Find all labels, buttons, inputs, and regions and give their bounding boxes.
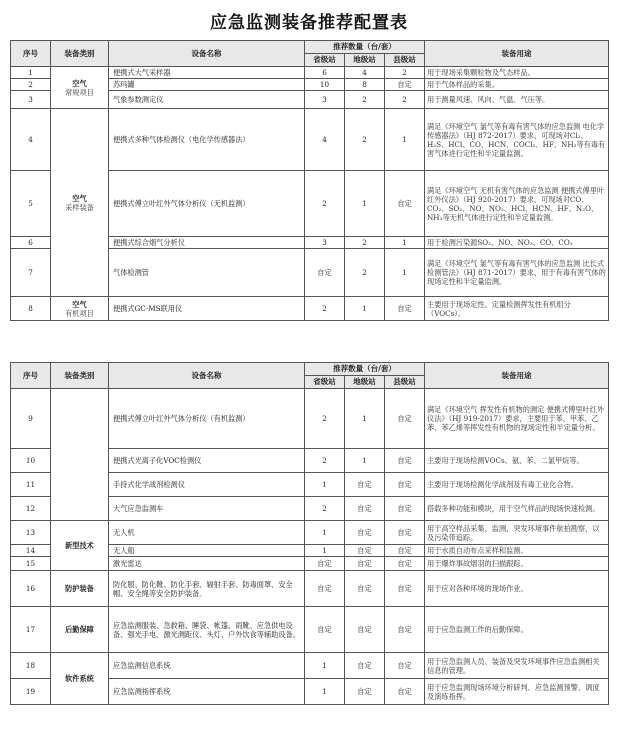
category-sub: 有机项目	[65, 308, 94, 318]
device-use: 满足《环境空气 无机有害气体的应急监测 便携式傅里叶红外仪法》（HJ 920-2017）要求，可现场对CO、CO₂、SO₂、NO、NO₂、HCl、HCN、HF、N₂O、NH₃等无机气体进行定性和半定量监测。	[425, 171, 609, 237]
qty-city: 2	[345, 237, 385, 249]
qty-county: 自定	[385, 571, 425, 607]
category-sub: 采样装备	[65, 202, 94, 212]
category-cell	[51, 109, 109, 297]
device-use: 用于检测污染源SO₂、NO、NO₂、CO、CO₂	[425, 237, 609, 249]
device-use: 用于水质自动布点采样和监测。	[425, 545, 609, 557]
table-row	[11, 571, 609, 607]
qty-prov: 2	[305, 389, 345, 449]
device-use: 用于应对各种环境的现场作业。	[425, 571, 609, 607]
row-no: 10	[11, 449, 51, 473]
qty-county: 自定	[385, 171, 425, 237]
qty-prov: 10	[305, 79, 345, 91]
row-no: 16	[11, 571, 51, 607]
category-sub: 常规项目	[65, 87, 94, 97]
table-row	[11, 67, 609, 79]
qty-prov: 1	[305, 679, 345, 705]
qty-prov: 1	[305, 545, 345, 557]
row-no: 15	[11, 557, 51, 571]
row-no: 3	[11, 91, 51, 109]
qty-prov: 2	[305, 171, 345, 237]
header-qty: 推荐数量（台/套）	[305, 41, 425, 54]
category-cell	[51, 297, 109, 321]
qty-city: 2	[345, 91, 385, 109]
category-cell	[51, 389, 109, 521]
category-main: 防护装备	[65, 584, 94, 593]
header-prov: 省级站	[305, 376, 345, 389]
qty-prov: 自定	[305, 607, 345, 653]
row-no: 8	[11, 297, 51, 321]
category-main: 空气	[72, 193, 87, 203]
qty-city: 2	[345, 249, 385, 297]
device-name: 便携式傅立叶红外气体分析仪（有机监测）	[109, 389, 305, 449]
device-name: 便携式傅立叶红外气体分析仪（无机监测）	[109, 171, 305, 237]
device-name: 手持式化学战剂检测仪	[109, 473, 305, 497]
header-use: 装备用途	[425, 363, 609, 389]
qty-prov: 4	[305, 109, 345, 171]
row-no: 5	[11, 171, 51, 237]
qty-county: 自定	[385, 297, 425, 321]
table-row	[11, 109, 609, 171]
qty-county: 自定	[385, 521, 425, 545]
device-use: 搭载多种功能和模块，用于空气样品的现场快速检测。	[425, 497, 609, 521]
qty-county: 1	[385, 237, 425, 249]
qty-city: 2	[345, 109, 385, 171]
qty-county: 自定	[385, 497, 425, 521]
qty-city: 自定	[345, 557, 385, 571]
device-name: 便携式大气采样器	[109, 67, 305, 79]
header-qty: 推荐数量（台/套）	[305, 363, 425, 376]
qty-city: 8	[345, 79, 385, 91]
qty-prov: 自定	[305, 557, 345, 571]
header-city: 地级站	[345, 54, 385, 67]
header-no: 序号	[11, 363, 51, 389]
category-main: 软件系统	[65, 674, 94, 683]
header-category: 装备类别	[51, 41, 109, 67]
qty-city: 1	[345, 297, 385, 321]
header-city: 地级站	[345, 376, 385, 389]
table-row	[11, 653, 609, 679]
row-no: 11	[11, 473, 51, 497]
qty-prov: 1	[305, 473, 345, 497]
device-name: 苏玛罐	[109, 79, 305, 91]
device-name: 激光雷达	[109, 557, 305, 571]
qty-city: 自定	[345, 653, 385, 679]
row-no: 14	[11, 545, 51, 557]
header-category: 装备类别	[51, 363, 109, 389]
device-name: 便携式光离子化VOC检测仪	[109, 449, 305, 473]
device-use: 用于应急监测人员、装备及突发环境事件应急监测相关信息的管理。	[425, 653, 609, 679]
row-no: 4	[11, 109, 51, 171]
qty-county: 1	[385, 109, 425, 171]
table-row	[11, 607, 609, 653]
qty-prov: 3	[305, 91, 345, 109]
qty-prov: 自定	[305, 571, 345, 607]
device-use: 用于爆炸事故烟羽的扫描跟踪。	[425, 557, 609, 571]
category-main: 空气	[72, 78, 87, 88]
qty-prov: 3	[305, 237, 345, 249]
qty-county: 2	[385, 67, 425, 79]
row-no: 12	[11, 497, 51, 521]
device-name: 防化服、防化靴、防化手套、辐射手套、防毒面罩、安全帽、安全绳等安全防护装备。	[109, 571, 305, 607]
qty-county: 2	[385, 91, 425, 109]
device-name: 便携式多种气体检测仪（电化学传感器法）	[109, 109, 305, 171]
qty-city: 自定	[345, 545, 385, 557]
qty-county: 自定	[385, 653, 425, 679]
row-no: 1	[11, 67, 51, 79]
device-use: 用于应急监测现场环境分析研判、应急监测预警、调度及演练指挥。	[425, 679, 609, 705]
header-no: 序号	[11, 41, 51, 67]
qty-county: 1	[385, 249, 425, 297]
device-name: 应急监测信息系统	[109, 653, 305, 679]
device-use: 用于现场采集颗粒物及气态样品。	[425, 67, 609, 79]
row-no: 18	[11, 653, 51, 679]
device-use: 满足《环境空气 氯气等有毒有害气体的应急监测 电化学传感器法》（HJ 872-2017）要求，可现场对Cl₂、H₂S、HCl、CO、HCN、COCl₂、HF、NH₃等有毒有害气体进行定性和半定量监测。	[425, 109, 609, 171]
qty-prov: 2	[305, 449, 345, 473]
device-name: 大气应急监测车	[109, 497, 305, 521]
qty-city: 1	[345, 449, 385, 473]
qty-prov: 2	[305, 497, 345, 521]
device-use: 主要用于现场检测化学战剂及有毒工业化合物。	[425, 473, 609, 497]
qty-prov: 1	[305, 521, 345, 545]
device-use: 满足《环境空气 氯气等有毒有害气体的应急监测 比长式检测管法》（HJ 871-2017）要求，用于有毒有害气体的现场定性和半定量监测。	[425, 249, 609, 297]
header-prov: 省级站	[305, 54, 345, 67]
qty-prov: 6	[305, 67, 345, 79]
device-name: 无人机	[109, 521, 305, 545]
device-name: 便携式GC-MS联用仪	[109, 297, 305, 321]
device-name: 应急监测服装、急救箱、睡袋、帐篷、雨靴、应急供电设备、强光手电、激光测距仪、头灯、户外饮食等辅助设备。	[109, 607, 305, 653]
qty-county: 自定	[385, 389, 425, 449]
qty-city: 自定	[345, 497, 385, 521]
header-county: 县级站	[385, 376, 425, 389]
qty-city: 1	[345, 389, 385, 449]
device-use: 主要用于现场定性、定量检测挥发性有机组分（VOCs）。	[425, 297, 609, 321]
device-use: 主要用于现场检测VOCs、氨、苯、二氯甲烷等。	[425, 449, 609, 473]
row-no: 19	[11, 679, 51, 705]
qty-county: 自定	[385, 79, 425, 91]
device-name: 便携式综合烟气分析仪	[109, 237, 305, 249]
device-use: 用于测量风速、风向、气温、气压等。	[425, 91, 609, 109]
qty-prov: 2	[305, 297, 345, 321]
device-use: 用于应急监测工作的后勤保障。	[425, 607, 609, 653]
category-cell	[51, 521, 109, 571]
device-name: 无人船	[109, 545, 305, 557]
device-name: 气象参数测定仪	[109, 91, 305, 109]
qty-county: 自定	[385, 449, 425, 473]
category-main: 后勤保障	[65, 625, 94, 634]
qty-city: 自定	[345, 473, 385, 497]
qty-county: 自定	[385, 473, 425, 497]
row-no: 6	[11, 237, 51, 249]
category-cell	[51, 67, 109, 109]
category-cell	[51, 571, 109, 607]
device-use: 用于气体样品的采集。	[425, 79, 609, 91]
qty-city: 自定	[345, 521, 385, 545]
qty-prov: 自定	[305, 249, 345, 297]
table-row	[11, 521, 609, 545]
qty-county: 自定	[385, 545, 425, 557]
row-no: 13	[11, 521, 51, 545]
category-main: 新型技术	[65, 541, 94, 550]
qty-county: 自定	[385, 557, 425, 571]
qty-county: 自定	[385, 607, 425, 653]
category-cell	[51, 607, 109, 653]
equipment-table-1	[10, 40, 609, 321]
row-no: 17	[11, 607, 51, 653]
qty-city: 1	[345, 171, 385, 237]
table-row	[11, 389, 609, 449]
header-use: 装备用途	[425, 41, 609, 67]
equipment-table-2	[10, 362, 609, 705]
category-cell	[51, 653, 109, 705]
header-name: 设备名称	[109, 363, 305, 389]
device-use: 满足《环境空气 挥发性有机物的测定 便携式傅里叶红外仪法》（HJ 919-2017）要求，主要用于苯、甲苯、乙苯、苯乙烯等挥发性有机物的现场定性和半定量分析。	[425, 389, 609, 449]
device-name: 气体检测管	[109, 249, 305, 297]
header-name: 设备名称	[109, 41, 305, 67]
qty-city: 自定	[345, 679, 385, 705]
qty-prov: 1	[305, 653, 345, 679]
category-main: 空气	[72, 299, 87, 309]
qty-city: 4	[345, 67, 385, 79]
row-no: 7	[11, 249, 51, 297]
qty-county: 自定	[385, 679, 425, 705]
table-row	[11, 297, 609, 321]
page-title: 应急监测装备推荐配置表	[210, 13, 408, 33]
header-county: 县级站	[385, 54, 425, 67]
qty-city: 自定	[345, 607, 385, 653]
qty-city: 自定	[345, 571, 385, 607]
device-name: 应急监测指挥系统	[109, 679, 305, 705]
device-use: 用于高空样品采集、监测，突发环境事件航拍勘察，以及污染带追踪。	[425, 521, 609, 545]
row-no: 2	[11, 79, 51, 91]
row-no: 9	[11, 389, 51, 449]
